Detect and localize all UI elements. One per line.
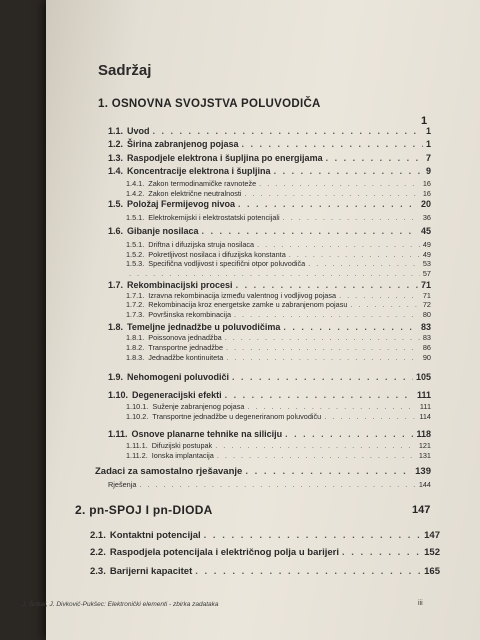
toc-entry bbox=[126, 333, 431, 342]
toc-leader-dots bbox=[324, 412, 416, 421]
toc-entry bbox=[90, 566, 440, 577]
toc-entry-number: 1.7.3. bbox=[126, 310, 145, 319]
toc-entry bbox=[108, 139, 431, 149]
toc-entry-label: Rješenja bbox=[108, 480, 137, 489]
toc-leader-dots bbox=[129, 269, 420, 278]
toc-entry-page: 9 bbox=[425, 166, 431, 176]
footer-page-number: iii bbox=[418, 600, 423, 607]
toc-entry-number: 1.7.1. bbox=[126, 291, 145, 300]
toc-entry-page: 71 bbox=[420, 280, 431, 290]
toc-entry-label: Izravna rekombinacija između valentnog i vodljivog pojasa bbox=[148, 291, 337, 300]
toc-entry-number: 1.5.1. bbox=[126, 213, 145, 222]
toc-entry-label: Osnove planarne tehnike na siliciju bbox=[131, 429, 283, 439]
toc-entry-label: Jednadžbe kontinuiteta bbox=[148, 353, 224, 362]
toc-entry bbox=[126, 240, 431, 249]
toc-entry bbox=[108, 322, 431, 332]
toc-entry-label: Ionska implantacija bbox=[151, 451, 214, 460]
toc-entry bbox=[108, 126, 431, 136]
toc-entry-page: 111 bbox=[419, 402, 431, 411]
toc-leader-dots bbox=[204, 530, 421, 541]
toc-entry bbox=[108, 166, 431, 176]
toc-leader-dots bbox=[283, 213, 420, 222]
toc-leader-dots bbox=[226, 343, 420, 352]
toc-entry-number: 1.11. bbox=[108, 429, 128, 439]
toc-entry-number: 1.5.1. bbox=[126, 240, 145, 249]
toc-leader-dots bbox=[245, 189, 420, 198]
toc-entry bbox=[126, 310, 431, 319]
toc-entry-number: 2.3. bbox=[90, 566, 106, 577]
toc-entry-label: Transportne jednadžbe bbox=[148, 343, 224, 352]
toc-entry-page: 114 bbox=[419, 412, 431, 421]
toc-entry-label: Raspodjele elektrona i šupljina po energijama bbox=[127, 153, 323, 163]
toc-entry-page: 16 bbox=[422, 189, 431, 198]
toc-entry bbox=[126, 189, 431, 198]
toc-entry-label: Položaj Fermijevog nivoa bbox=[127, 199, 236, 209]
toc-entry bbox=[108, 153, 431, 163]
toc-leader-dots bbox=[242, 139, 423, 149]
chapter2-title: pn-SPOJ I pn-DIODA bbox=[89, 503, 213, 517]
toc-entry bbox=[126, 451, 431, 460]
toc-entry bbox=[108, 429, 431, 439]
toc-entry-number: 2.1. bbox=[90, 530, 106, 541]
toc-entry-number: 1.5. bbox=[108, 199, 124, 209]
toc-entry-label: Zakon električne neutralnosti bbox=[148, 189, 242, 198]
toc-entry-number: 1.7.2. bbox=[126, 300, 145, 309]
toc-entry-number: 1.11.2. bbox=[126, 451, 148, 460]
chapter1-title: OSNOVNA SVOJSTVA POLUVODIČA bbox=[111, 98, 321, 110]
toc-entry-page: 111 bbox=[416, 390, 431, 400]
toc-entry-page: 144 bbox=[418, 480, 431, 489]
toc-entry bbox=[126, 402, 431, 411]
toc-entry-number: 1.10.1. bbox=[126, 402, 149, 411]
toc-leader-dots bbox=[308, 259, 420, 268]
toc-entry-number: 1.4.1. bbox=[126, 179, 145, 188]
toc-entry-number: 1.1. bbox=[108, 126, 124, 136]
toc-leader-dots bbox=[226, 353, 420, 362]
toc-entry-page: 49 bbox=[422, 240, 431, 249]
toc-entry-page: 1 bbox=[425, 126, 431, 136]
toc-entry-label: Zadaci za samostalno rješavanje bbox=[95, 466, 243, 477]
toc-entry-page: 53 bbox=[422, 259, 431, 268]
toc-entry bbox=[90, 530, 440, 541]
toc-entry-page: 90 bbox=[422, 353, 431, 362]
toc-leader-dots bbox=[217, 451, 416, 460]
toc-leader-dots bbox=[342, 547, 421, 558]
toc-leader-dots bbox=[232, 372, 413, 382]
toc-entry-number: 1.5.2. bbox=[126, 250, 145, 259]
toc-leader-dots bbox=[283, 322, 418, 332]
toc-entry-number: 1.8. bbox=[108, 322, 124, 332]
toc-entry bbox=[126, 179, 431, 188]
toc-entry-label: Specifična vodljivost i specifični otpor poluvodiča bbox=[148, 259, 306, 268]
toc-entry-number: 1.4.2. bbox=[126, 189, 145, 198]
toc-entry-number: 1.6. bbox=[108, 226, 124, 236]
toc-leader-dots bbox=[245, 466, 412, 477]
toc-entry bbox=[108, 480, 431, 489]
book-page bbox=[46, 0, 480, 640]
toc-entry-number: 1.2. bbox=[108, 139, 124, 149]
toc-entry bbox=[95, 466, 431, 477]
toc-entry-label: Kontaktni potencijal bbox=[109, 530, 201, 541]
chapter2-number: 2. bbox=[75, 503, 86, 517]
toc-entry-page: 72 bbox=[422, 300, 431, 309]
toc-entry-number: 1.8.1. bbox=[126, 333, 145, 342]
toc-entry-page: 83 bbox=[420, 322, 431, 332]
toc-leader-dots bbox=[274, 166, 423, 176]
page-title: Sadržaj bbox=[98, 62, 152, 79]
chapter1-number: 1. bbox=[98, 98, 109, 110]
toc-entry-page: 152 bbox=[424, 547, 440, 558]
toc-entry-label: Temeljne jednadžbe u poluvodičima bbox=[127, 322, 281, 332]
toc-entry-page: 86 bbox=[422, 343, 431, 352]
chapter1-page: 1 bbox=[421, 115, 428, 127]
toc-leader-dots bbox=[236, 280, 418, 290]
toc-entry-page: 80 bbox=[422, 310, 431, 319]
toc-leader-dots bbox=[202, 226, 418, 236]
toc-entry-number: 1.5.3. bbox=[126, 259, 145, 268]
toc-entry bbox=[126, 300, 431, 309]
toc-entry-label: Elektrokemijski i elektrostatski potencijali bbox=[148, 213, 280, 222]
toc-entry-label: Driftna i difuzijska struja nosilaca bbox=[148, 240, 255, 249]
toc-entry-label: Rekombinacijski procesi bbox=[127, 280, 233, 290]
toc-leader-dots bbox=[234, 310, 420, 319]
toc-entry-page: 57 bbox=[422, 269, 431, 278]
toc-entry bbox=[126, 353, 431, 362]
footer-citation: J. Šribar, J. Divković-Pukšec: Elektronički elementi - zbirka zadataka bbox=[22, 601, 219, 608]
toc-leader-dots bbox=[259, 179, 420, 188]
toc-leader-dots bbox=[153, 126, 423, 136]
toc-entry bbox=[126, 441, 431, 450]
toc-entry-page: 1 bbox=[425, 139, 431, 149]
toc-entry-page: 83 bbox=[422, 333, 431, 342]
toc-leader-dots bbox=[326, 153, 423, 163]
toc-entry-page: 20 bbox=[420, 199, 431, 209]
toc-leader-dots bbox=[350, 300, 419, 309]
toc-entry bbox=[108, 226, 431, 236]
toc-entry bbox=[126, 213, 431, 222]
toc-entry bbox=[108, 390, 431, 400]
toc-entry-number: 1.8.3. bbox=[126, 353, 145, 362]
toc-entry bbox=[126, 269, 431, 278]
toc-entry-number: 1.11.1. bbox=[126, 441, 148, 450]
toc-entry-label: Degeneracijski efekti bbox=[132, 390, 222, 400]
toc-entry-label: Difuzijski postupak bbox=[151, 441, 213, 450]
toc-entry-label: Uvod bbox=[127, 126, 150, 136]
toc-entry bbox=[108, 372, 431, 382]
toc-entry bbox=[126, 412, 431, 421]
toc-entry-page: 49 bbox=[422, 250, 431, 259]
toc-entry-label: Koncentracije elektrona i šupljina bbox=[127, 166, 271, 176]
toc-entry-label: Raspodjela potencijala i električnog polja u barijeri bbox=[109, 547, 339, 558]
toc-entry-number: 1.10. bbox=[108, 390, 129, 400]
toc-leader-dots bbox=[257, 240, 420, 249]
toc-leader-dots bbox=[238, 199, 418, 209]
toc-entry-page: 147 bbox=[424, 530, 440, 541]
chapter2-page: 147 bbox=[412, 504, 431, 516]
toc-entry-number: 1.10.2. bbox=[126, 412, 149, 421]
toc-entry-label: Rekombinacija kroz energetske zamke u zabranjenom pojasu bbox=[148, 300, 348, 309]
toc-entry-label: Barijerni kapacitet bbox=[109, 566, 193, 577]
toc-entry-number: 2.2. bbox=[90, 547, 106, 558]
toc-entry-page: 121 bbox=[418, 441, 431, 450]
toc-entry bbox=[126, 291, 431, 300]
toc-entry-label: Širina zabranjenog pojasa bbox=[127, 139, 239, 149]
toc-entry-page: 118 bbox=[416, 429, 431, 439]
toc-entry-page: 16 bbox=[422, 179, 431, 188]
toc-leader-dots bbox=[339, 291, 420, 300]
toc-leader-dots bbox=[215, 441, 416, 450]
toc-entry-page: 36 bbox=[422, 213, 431, 222]
toc-entry-page: 45 bbox=[420, 226, 431, 236]
toc-entry-number: 1.7. bbox=[108, 280, 124, 290]
toc-entry bbox=[108, 280, 431, 290]
toc-entry-label: Poissonova jednadžba bbox=[148, 333, 222, 342]
toc-entry-page: 139 bbox=[415, 466, 431, 477]
toc-entry-label: Zakon termodinamičke ravnoteže bbox=[148, 179, 257, 188]
toc-entry-number: 1.8.2. bbox=[126, 343, 145, 352]
chapter2-heading bbox=[75, 503, 213, 517]
toc-entry-label: Pokretljivost nosilaca i difuzijska konstanta bbox=[148, 250, 286, 259]
toc-entry-label: Nehomogeni poluvodiči bbox=[127, 372, 230, 382]
toc-entry-page: 105 bbox=[415, 372, 431, 382]
toc-entry-page: 71 bbox=[422, 291, 431, 300]
toc-entry-number: 1.9. bbox=[108, 372, 124, 382]
chapter1-heading bbox=[98, 98, 321, 110]
toc-entry bbox=[90, 547, 440, 558]
toc-leader-dots bbox=[225, 390, 414, 400]
toc-leader-dots bbox=[285, 429, 413, 439]
toc-leader-dots bbox=[247, 402, 416, 411]
toc-entry-number: 1.3. bbox=[108, 153, 124, 163]
toc-leader-dots bbox=[225, 333, 420, 342]
toc-entry-label: Suženje zabranjenog pojasa bbox=[152, 402, 245, 411]
toc-entry bbox=[126, 250, 431, 259]
toc-entry-label: Transportne jednadžbe u degeneriranom poluvodiču bbox=[152, 412, 322, 421]
toc-entry bbox=[126, 259, 431, 268]
toc-entry-page: 131 bbox=[418, 451, 431, 460]
toc-entry-label: Gibanje nosilaca bbox=[127, 226, 199, 236]
toc-entry-label: Površinska rekombinacija bbox=[148, 310, 231, 319]
toc-entry-page: 7 bbox=[425, 153, 431, 163]
toc-entry-number: 1.4. bbox=[108, 166, 124, 176]
toc-entry-page: 165 bbox=[424, 566, 440, 577]
toc-entry bbox=[108, 199, 431, 209]
toc-leader-dots bbox=[139, 480, 415, 489]
toc-leader-dots bbox=[195, 566, 421, 577]
toc-entry bbox=[126, 343, 431, 352]
toc-leader-dots bbox=[289, 250, 420, 259]
